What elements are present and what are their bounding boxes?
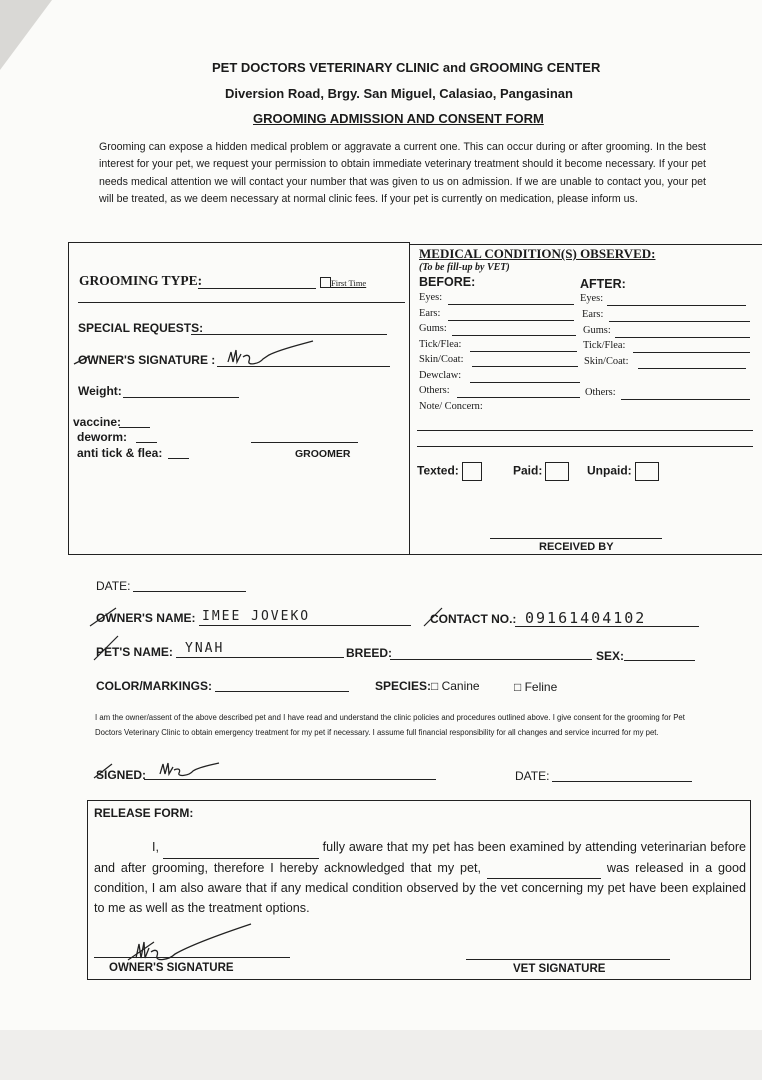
release-i-label: I, — [152, 840, 159, 854]
weight-label: Weight: — [78, 384, 122, 398]
before-dewclaw-label: Dewclaw: — [419, 370, 462, 381]
before-tickflea-label: Tick/Flea: — [419, 339, 462, 350]
note-line-2[interactable] — [417, 446, 753, 447]
weight-field[interactable] — [123, 397, 239, 398]
pet-name-label: PET'S NAME: — [96, 645, 173, 659]
groomer-signature-line[interactable] — [251, 442, 358, 443]
date-field[interactable] — [133, 591, 246, 592]
release-owner-signature-scribble — [120, 924, 260, 964]
owner-signature-label: OWNER'S SIGNATURE : — [78, 353, 216, 367]
grooming-type-field[interactable] — [198, 288, 316, 289]
folded-corner — [0, 0, 52, 70]
pet-name-value: YNAH — [185, 641, 225, 656]
after-others-label: Others: — [585, 387, 616, 398]
before-eyes-label: Eyes: — [419, 292, 443, 303]
species-label: SPECIES: — [375, 679, 432, 693]
vet-signature-label: VET SIGNATURE — [513, 963, 606, 975]
release-owner-name-field[interactable] — [163, 838, 319, 859]
before-gums-label: Gums: — [419, 323, 447, 334]
release-text-part1: fully aware that my pet has been examined by attending veterinarian before and after grooming, therefore I hereby acknowledged that my pet, — [94, 840, 747, 875]
medical-subtitle: (To be fill-up by VET) — [419, 262, 510, 273]
unpaid-checkbox[interactable] — [635, 462, 659, 481]
release-owner-signature-label: OWNER'S SIGNATURE — [109, 962, 234, 974]
after-ears-field[interactable] — [609, 321, 750, 322]
texted-field[interactable] — [417, 462, 482, 481]
before-eyes-field[interactable] — [448, 304, 574, 305]
clinic-address: Diversion Road, Brgy. San Miguel, Calasiao, Pangasinan — [225, 86, 573, 101]
texted-label: Texted: — [417, 463, 459, 478]
after-others-field[interactable] — [621, 399, 750, 400]
deworm-label: deworm: — [77, 430, 128, 444]
after-skincoat-field[interactable] — [638, 368, 746, 369]
feline-option[interactable]: □ Feline — [514, 680, 558, 694]
release-paragraph — [94, 838, 746, 918]
owner-name-value: IMEE JOVEKO — [202, 609, 311, 624]
release-pet-name-field[interactable] — [487, 859, 601, 880]
medical-title: MEDICAL CONDITION(S) OBSERVED: — [419, 246, 656, 261]
sex-field[interactable] — [624, 660, 695, 661]
unpaid-label: Unpaid: — [587, 463, 632, 478]
antitick-field[interactable] — [168, 458, 189, 459]
breed-label: BREED: — [346, 646, 393, 660]
color-markings-label: COLOR/MARKINGS: — [96, 679, 212, 693]
vet-signature-line[interactable] — [466, 959, 670, 960]
clinic-name: PET DOCTORS VETERINARY CLINIC and GROOMING CENTER — [212, 60, 601, 75]
after-eyes-field[interactable] — [607, 305, 746, 306]
paid-label: Paid: — [513, 463, 543, 478]
special-requests-field[interactable] — [191, 334, 387, 335]
after-label: AFTER: — [580, 277, 626, 291]
signed-signature-scribble — [90, 754, 240, 784]
paid-field[interactable] — [513, 462, 569, 481]
canine-option[interactable]: □ Canine — [431, 679, 480, 693]
received-by-label: RECEIVED BY — [539, 541, 614, 553]
after-tickflea-label: Tick/Flea: — [583, 340, 626, 351]
after-gums-label: Gums: — [583, 325, 611, 336]
special-requests-label: SPECIAL REQUESTS: — [78, 321, 204, 335]
note-concern-label: Note/ Concern: — [419, 401, 483, 412]
before-ears-field[interactable] — [448, 320, 574, 321]
grooming-type-line-2[interactable] — [78, 302, 405, 303]
strike-marks — [88, 596, 428, 666]
date-label: DATE: — [96, 579, 131, 593]
contact-value: 09161404102 — [525, 609, 647, 627]
vaccine-label: vaccine: — [73, 415, 122, 429]
contact-label: CONTACT NO.: — [430, 612, 517, 626]
after-eyes-label: Eyes: — [580, 293, 604, 304]
paid-checkbox[interactable] — [545, 462, 569, 481]
owner-name-label: OWNER'S NAME: — [96, 611, 196, 625]
note-line-1[interactable] — [417, 430, 753, 431]
release-title: RELEASE FORM: — [94, 806, 194, 820]
form-title: GROOMING ADMISSION AND CONSENT FORM — [253, 111, 544, 126]
before-skincoat-label: Skin/Coat: — [419, 354, 464, 365]
consent-paragraph: I am the owner/assent of the above described pet and I have read and understand the clinic policies and procedures outlined above. I give consent for the grooming for Pet Doctors Veterinary Clinic to obtain emergency treatment for my pet if necessary. I assume full financial responsibility for all changes and service incurred for my pet. — [95, 713, 685, 737]
release-text-part2: was released in a good condition, I am also aware that if any medical condition observed by the vet concerning my pet have been explained to me as well as the treatment options. — [94, 860, 747, 915]
groomer-label: GROOMER — [295, 448, 351, 460]
before-label: BEFORE: — [419, 275, 476, 289]
owner-signature-scribble — [70, 340, 310, 372]
before-others-label: Others: — [419, 385, 450, 396]
after-tickflea-field[interactable] — [633, 352, 750, 353]
first-time-checkbox[interactable] — [320, 277, 331, 288]
sex-label: SEX: — [596, 649, 625, 663]
before-others-field[interactable] — [457, 397, 580, 398]
before-tickflea-field[interactable] — [470, 351, 577, 352]
first-time-label: First Time — [331, 278, 367, 288]
signed-label: SIGNED: — [96, 768, 147, 782]
texted-checkbox[interactable] — [462, 462, 482, 481]
signed-date-field[interactable] — [552, 781, 692, 782]
before-dewclaw-field[interactable] — [470, 382, 580, 383]
antitick-label: anti tick & flea: — [77, 446, 163, 460]
before-skincoat-field[interactable] — [472, 366, 578, 367]
intro-paragraph: Grooming can expose a hidden medical problem or aggravate a current one. This can occur during or after grooming. In the best interest for your pet, we request your permission to obtain immediate veterinary treatment should it become necessary. If your pet needs medical attention we will contact your number that was given to us on admission. If we are unable to contact you, your pet will be treated, as we deem necessary at normal clinic fees. If your pet is currently on medication, please inform us. — [99, 141, 706, 206]
after-skincoat-label: Skin/Coat: — [584, 356, 629, 367]
received-by-line[interactable] — [490, 538, 662, 539]
signed-date-label: DATE: — [515, 769, 550, 783]
after-gums-field[interactable] — [615, 337, 750, 338]
deworm-field[interactable] — [136, 442, 157, 443]
before-ears-label: Ears: — [419, 308, 441, 319]
vaccine-field[interactable] — [119, 427, 150, 428]
color-markings-field[interactable] — [215, 691, 349, 692]
after-ears-label: Ears: — [582, 309, 604, 320]
unpaid-field[interactable] — [587, 462, 659, 481]
before-gums-field[interactable] — [452, 335, 576, 336]
grooming-type-label: GROOMING TYPE: — [79, 273, 203, 288]
